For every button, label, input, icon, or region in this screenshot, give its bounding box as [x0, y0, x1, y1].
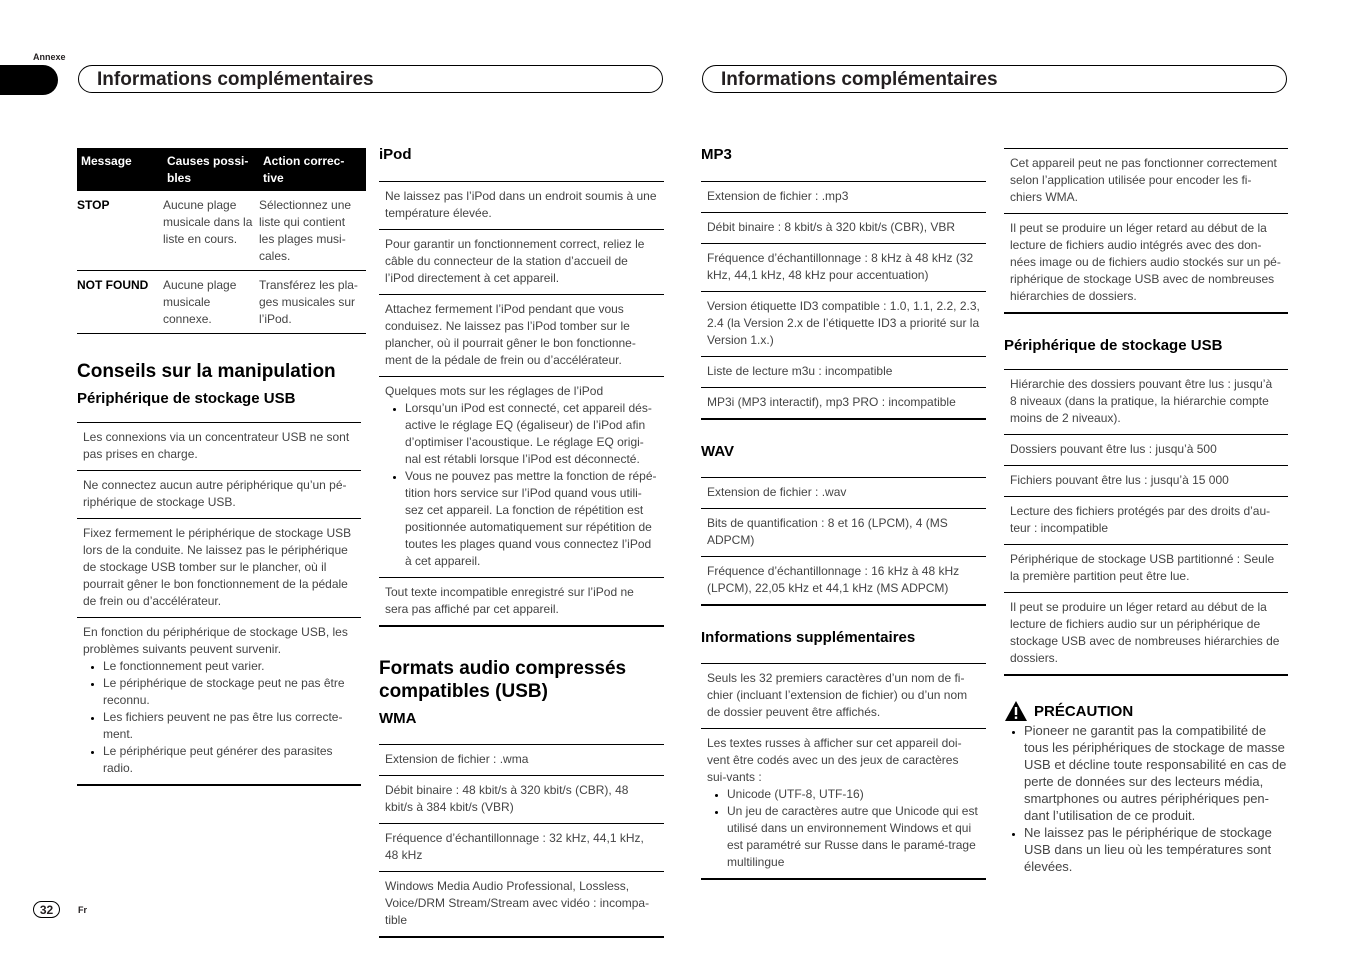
ipod-eq-list — [385, 400, 658, 570]
table-header-cell: Causes possi-bles — [163, 148, 259, 191]
mp3-box — [701, 181, 986, 420]
table-header-cell: Action correc-tive — [259, 148, 366, 191]
supp-box — [701, 663, 986, 880]
bullet-item: • Le périphérique peut générer des parasites radio. — [103, 743, 355, 777]
list-item: Fréquence d’échantillonnage : 32 kHz, 44,1 kHz, 48 kHz — [379, 824, 664, 872]
wma-notes-box — [1004, 148, 1288, 314]
list-item: Débit binaire : 48 kbit/s à 320 kbit/s (CBR), 48 kbit/s à 384 kbit/s (VBR) — [379, 776, 664, 824]
list-item: MP3i (MP3 interactif), mp3 PRO : incompatible — [701, 388, 986, 420]
list-item: Fréquence d’échantillonnage : 16 kHz à 48 kHz (LPCM), 22,05 kHz et 44,1 kHz (MS ADPCM) — [701, 557, 986, 606]
column-3 — [701, 145, 986, 880]
usb-storage-box — [1004, 369, 1288, 676]
bullet-item: • Le fonctionnement peut varier. — [103, 658, 355, 675]
caution-block — [1004, 700, 1288, 875]
list-item: Périphérique de stockage USB partitionné : Seule la première partition peut être lue. — [1004, 545, 1288, 593]
table-cell: Sélectionnez une liste qui contient les plages musi-cales. — [259, 191, 366, 271]
supp-charset-list — [707, 786, 980, 871]
list-item: Extension de fichier : .wma — [379, 745, 664, 776]
bullet-item: • Ne laissez pas le périphérique de stockage USB dans un lieu où les températures sont élevées. — [1024, 824, 1288, 875]
table-row — [77, 271, 366, 334]
list-item: Tout texte incompatible enregistré sur l’iPod ne sera pas affiché par cet appareil. — [379, 578, 664, 627]
error-table — [77, 148, 366, 334]
section-tab-marker — [0, 65, 58, 95]
wma-box — [379, 744, 664, 938]
list-item: Fixez fermement le périphérique de stockage USB lors de la conduite. Ne laissez pas le périphérique de stockage USB tomber sur le plancher, où il pourrait gêner le bon fonctionnement de la pédale de frein ou d’accélérateur. — [77, 519, 361, 618]
list-item — [77, 618, 361, 786]
list-item: Il peut se produire un léger retard au début de la lecture de fichiers audio sur un périphérique de stockage USB avec de nombreuses hiérarchies de dossiers. — [1004, 593, 1288, 676]
table-cell: Transférez les pla-ges musicales sur l’iPod. — [259, 271, 366, 334]
bullet-item: • Lorsqu’un iPod est connecté, cet appareil dés-active le réglage EQ (égaliseur) de l’iPod afin d’optimiser l’acoustique. Le réglage EQ origi-nal est rétabli lorsque l’iPod est déconnecté. — [405, 400, 658, 468]
list-item: Fréquence d’échantillonnage : 8 kHz à 48 kHz (32 kHz, 44,1 kHz, 48 kHz pour accentuation) — [701, 244, 986, 292]
list-item: Débit binaire : 8 kbit/s à 320 kbit/s (CBR), VBR — [701, 213, 986, 244]
caution-list — [1004, 722, 1288, 875]
column-4 — [1004, 148, 1288, 875]
list-item: Bits de quantification : 8 et 16 (LPCM), 4 (MS ADPCM) — [701, 509, 986, 557]
list-item: Extension de fichier : .wav — [701, 478, 986, 509]
wav-box — [701, 477, 986, 606]
ipod-box — [379, 181, 664, 627]
annexe-label: Annexe — [33, 52, 66, 62]
list-item — [379, 377, 664, 578]
list-item: Cet appareil peut ne pas fonctionner correctement selon l’application utilisée pour encoder les fi-chiers WMA. — [1004, 149, 1288, 214]
caution-title: PRÉCAUTION — [1034, 702, 1134, 720]
caution-heading — [1004, 700, 1288, 722]
ipod-title: iPod — [379, 146, 412, 163]
conseils-title: Conseils sur la manipulation — [77, 361, 336, 382]
left-section-header: Informations complémentaires — [78, 65, 663, 93]
list-item: Il peut se produire un léger retard au début de la lecture de fichiers audio intégrés avec des don-nées image ou de fichiers audio stockés sur un pé-riphérique de stockage USB avec de nombreuses hiérarchies de dossiers. — [1004, 214, 1288, 314]
bullet-item: • Un jeu de caractères autre que Unicode qui est utilisé dans un environnement Windows et qui est paramétré sur Russe dans le paramé-trage multilingue — [727, 803, 980, 871]
list-item: Extension de fichier : .mp3 — [701, 182, 986, 213]
right-section-header: Informations complémentaires — [702, 65, 1287, 93]
bullet-item: • Les fichiers peuvent ne pas être lus correcte-ment. — [103, 709, 355, 743]
supp-title: Informations supplémentaires — [701, 629, 916, 646]
list-item: Liste de lecture m3u : incompatible — [701, 357, 986, 388]
bullet-item: • Pioneer ne garantit pas la compatibilité de tous les périphériques de stockage de masse USB et décline toute responsabilité en cas de perte de données sur des lecteurs média, smartphones ou autres périphériques pen-dant l’utilisation de ce produit. — [1024, 722, 1288, 824]
conseils-problems-intro: En fonction du périphérique de stockage USB, les problèmes suivants peuvent survenir. — [83, 625, 348, 656]
list-item: Windows Media Audio Professional, Lossless, Voice/DRM Stream/Stream avec vidéo : incompa-tible — [379, 872, 664, 938]
column-1 — [77, 148, 366, 786]
table-row — [77, 191, 366, 271]
wma-title: WMA — [379, 710, 417, 727]
supp-russian-intro: Les textes russes à afficher sur cet appareil doi-vent être codés avec un des jeux de caractères sui-vants : — [707, 736, 962, 784]
conseils-problems-list — [83, 658, 355, 777]
list-item: Lecture des fichiers protégés par des droits d’au-teur : incompatible — [1004, 497, 1288, 545]
error-table-header — [77, 148, 366, 191]
list-item: Hiérarchie des dossiers pouvant être lus : jusqu’à 8 niveaux (dans la pratique, la hiérarchie compte moins de 2 niveaux). — [1004, 370, 1288, 435]
formats-title: Formats audio compressés compatibles (USB) — [379, 658, 627, 702]
table-cell: NOT FOUND — [77, 271, 163, 334]
list-item: Dossiers pouvant être lus : jusqu’à 500 — [1004, 435, 1288, 466]
table-cell: STOP — [77, 191, 163, 271]
bullet-item: • Unicode (UTF-8, UTF-16) — [727, 786, 980, 803]
list-item: Pour garantir un fonctionnement correct, reliez le câble du connecteur de la station d’accueil de l’iPod directement à cet appareil. — [379, 230, 664, 295]
usb-storage-title: Périphérique de stockage USB — [1004, 337, 1223, 354]
list-item: Ne connectez aucun autre périphérique qu’un pé-riphérique de stockage USB. — [77, 471, 361, 519]
column-2 — [379, 145, 664, 938]
warning-icon — [1004, 700, 1028, 722]
list-item — [701, 729, 986, 880]
page-number: 32 — [33, 901, 60, 918]
ipod-eq-intro: Quelques mots sur les réglages de l’iPod — [385, 384, 604, 398]
list-item: Fichiers pouvant être lus : jusqu’à 15 000 — [1004, 466, 1288, 497]
conseils-box — [77, 422, 361, 786]
language-label: Fr — [78, 905, 87, 915]
list-item: Les connexions via un concentrateur USB ne sont pas prises en charge. — [77, 423, 361, 471]
table-header-cell: Message — [77, 148, 163, 191]
list-item: Attachez fermement l’iPod pendant que vous conduisez. Ne laissez pas l’iPod tomber sur le plancher, où il pourrait gêner le bon fonctionne-ment de la pédale de frein ou d’accélérateur. — [379, 295, 664, 377]
list-item: Version étiquette ID3 compatible : 1.0, 1.1, 2.2, 2.3, 2.4 (la Version 2.x de l’étiquette ID3 a priorité sur la Version 1.x.) — [701, 292, 986, 357]
list-item: Ne laissez pas l’iPod dans un endroit soumis à une température élevée. — [379, 182, 664, 230]
table-cell: Aucune plage musicale dans la liste en cours. — [163, 191, 259, 271]
list-item: Seuls les 32 premiers caractères d’un nom de fi-chier (incluant l’extension de fichier) ou d’un nom de dossier peuvent être affichés. — [701, 664, 986, 729]
wav-title: WAV — [701, 443, 735, 460]
bullet-item: • Vous ne pouvez pas mettre la fonction de répé-tition hors service sur l’iPod quand vous utili-sez cet appareil. La fonction de répétition est positionnée automatiquement sur répétition de toutes les plages quand vous connectez l’iPod à cet appareil. — [405, 468, 658, 570]
mp3-title: MP3 — [701, 146, 732, 163]
bullet-item: • Le périphérique de stockage peut ne pas être reconnu. — [103, 675, 355, 709]
table-cell: Aucune plage musicale connexe. — [163, 271, 259, 334]
conseils-usb-subtitle: Périphérique de stockage USB — [77, 390, 296, 407]
